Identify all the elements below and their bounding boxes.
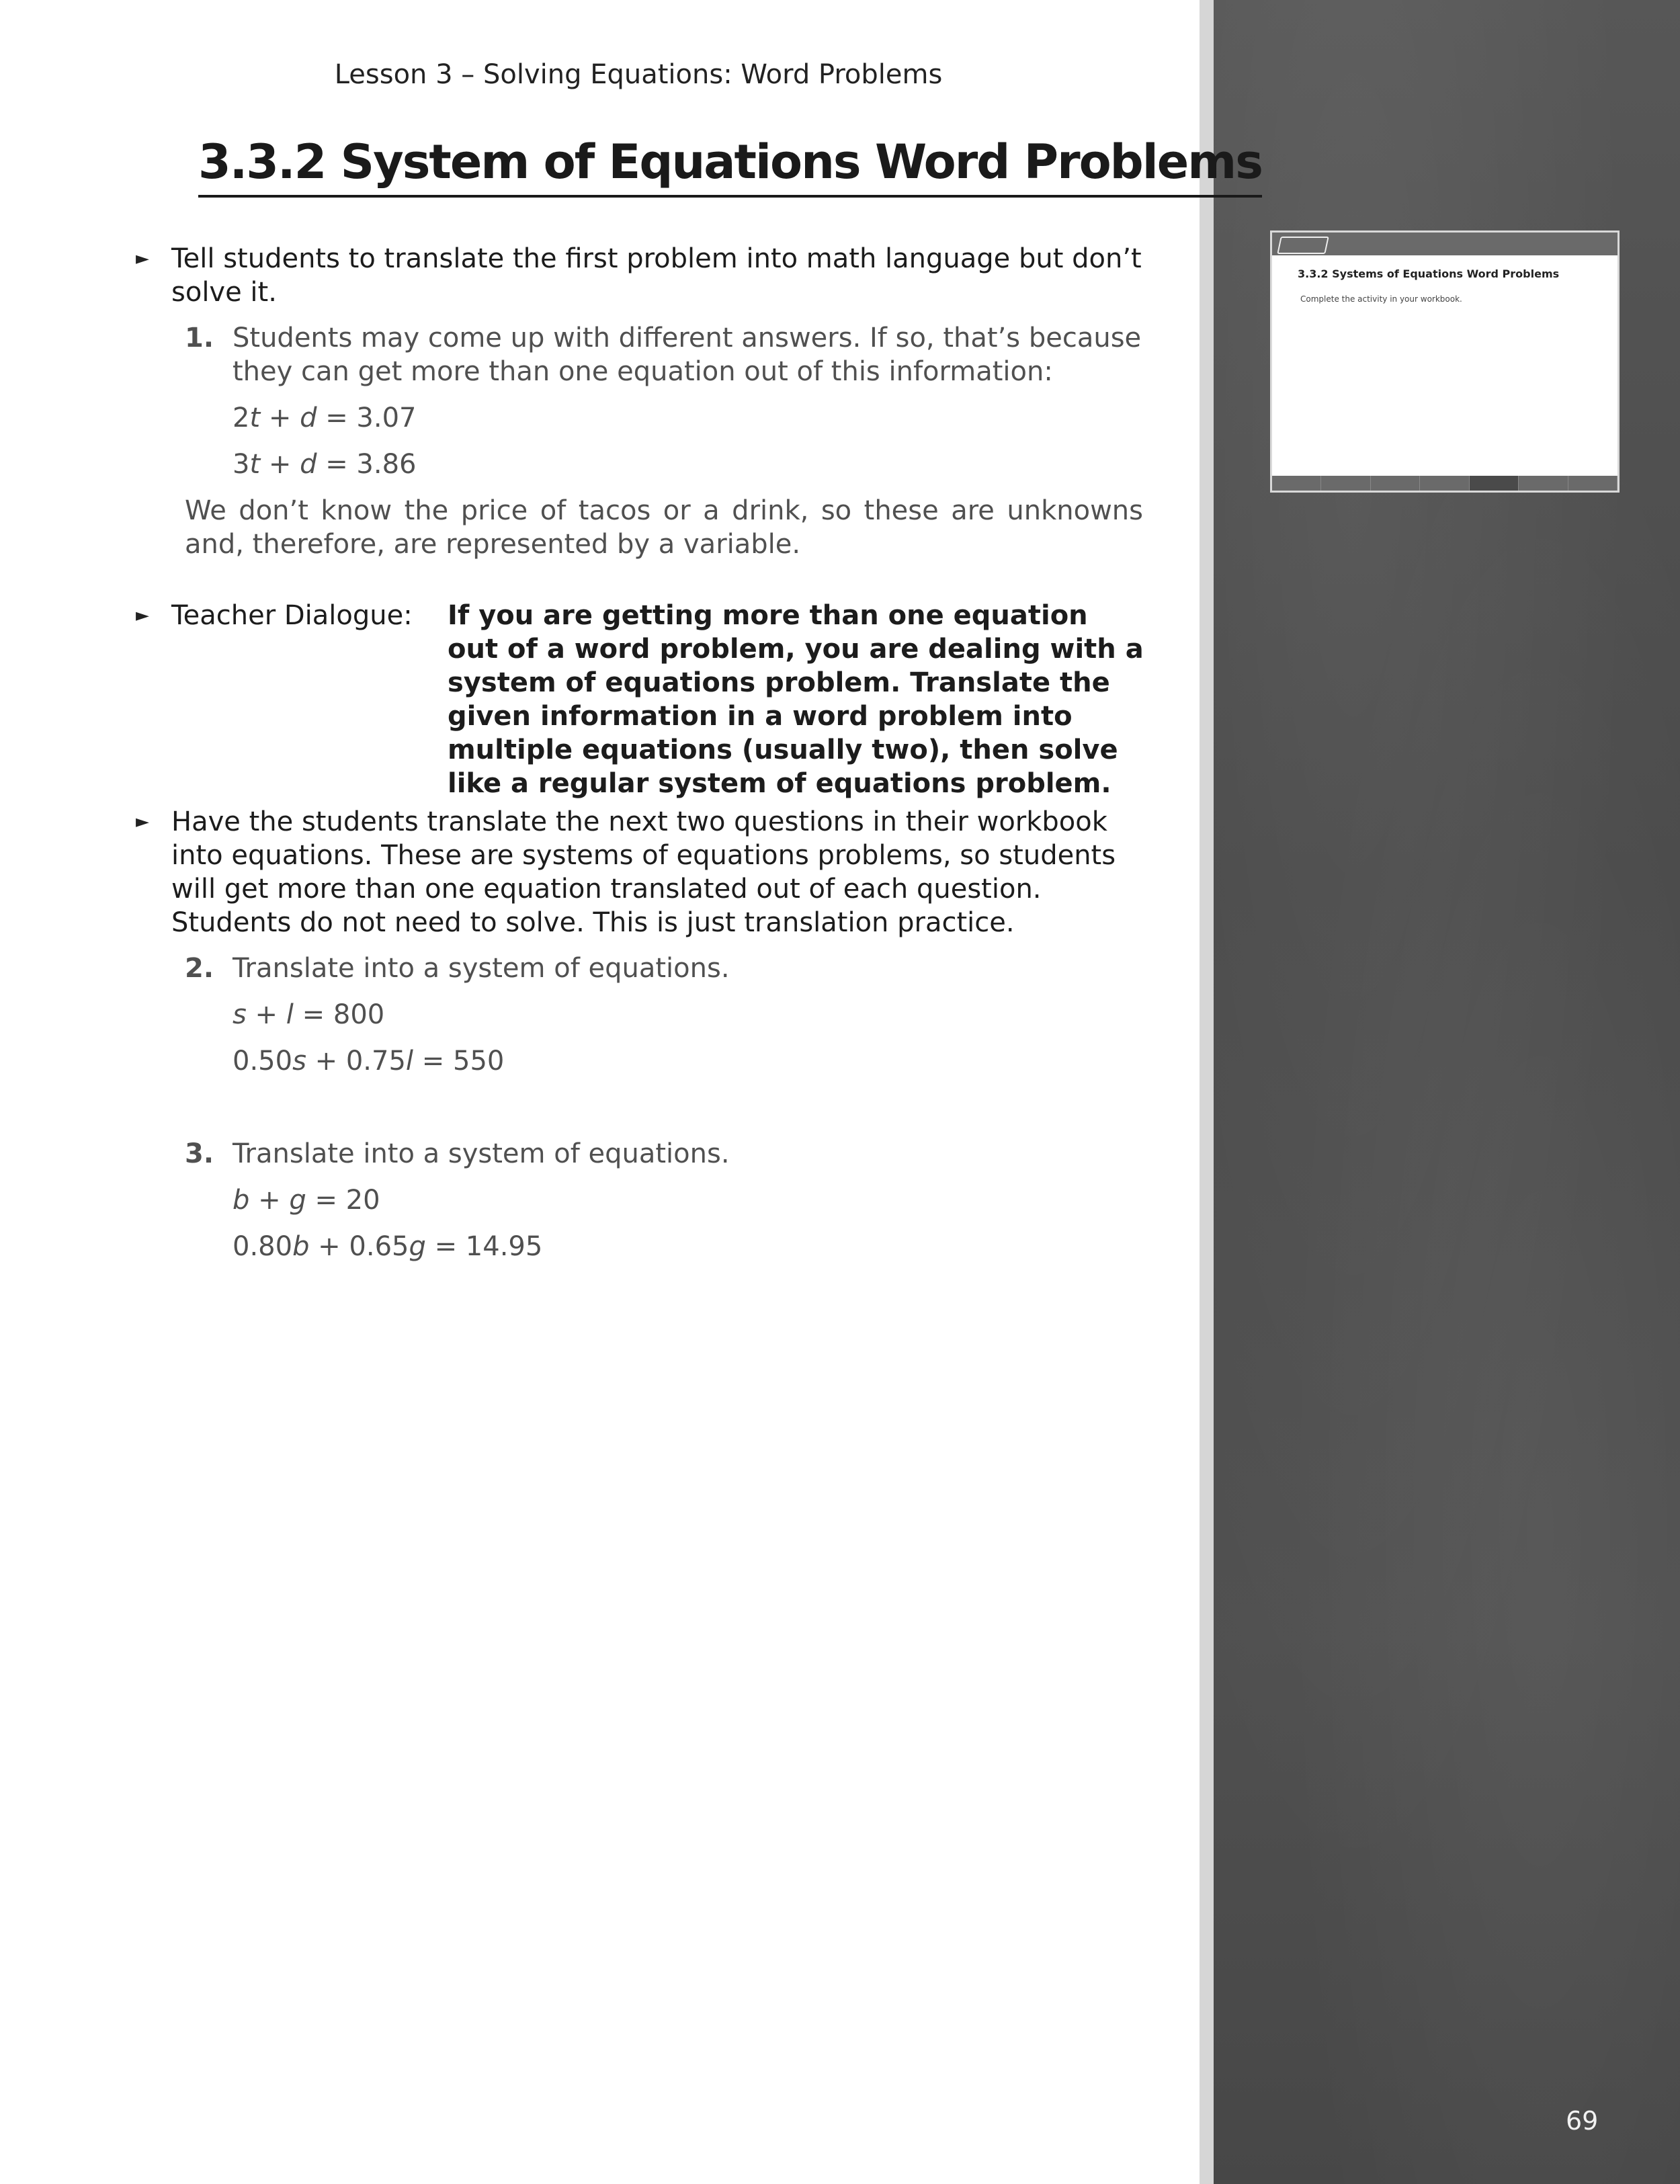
slide-subtitle: Complete the activity in your workbook. [1300,294,1462,304]
bullet-arrow-icon: ► [136,605,149,626]
lesson-header: Lesson 3 – Solving Equations: Word Problems [334,59,943,90]
equation-3b: 0.80b + 0.65g = 14.95 [233,1231,543,1262]
item-2-number: 2. [185,953,214,984]
slide-nav-segment [1568,476,1618,491]
equation-1b: 3t + d = 3.86 [233,449,417,480]
bullet-arrow-icon: ► [136,249,149,269]
item-1-text: Students may come up with different answers. If so, that’s because they can get more than one equation out of this information: [233,323,1142,387]
page-gutter [1200,0,1214,2184]
slide-title: 3.3.2 Systems of Equations Word Problems [1298,267,1560,280]
slide-header-bar [1272,233,1618,255]
bullet-arrow-icon: ► [136,812,149,832]
slide-nav-segment [1371,476,1420,491]
slide-nav-bar [1272,476,1618,491]
item-3-number: 3. [185,1138,214,1169]
item-3-text: Translate into a system of equations. [233,1138,730,1169]
equation-1a: 2t + d = 3.07 [233,403,417,433]
slide-thumbnail [1270,230,1620,493]
page-number: 69 [1566,2106,1599,2136]
teacher-dialogue-text: If you are getting more than one equation out of a word problem, you are dealing with a system of equations problem. Translate the given information in a word problem into multiple equations (usually two), then solve like a regular system of equations problem. [448,600,1144,799]
slide-nav-segment [1272,476,1321,491]
slide-logo-icon [1277,237,1329,254]
bullet-3-text: Have the students translate the next two questions in their workbook into equations. These are systems of equations problems, so students will get more than one equation translated out of each question. Students do not need to solve. This is just translation practice. [171,806,1116,938]
slide-nav-segment [1470,476,1519,491]
bullet-1-text: Tell students to translate the first problem into math language but don’t solve it. [171,243,1142,308]
equation-2a: s + l = 800 [233,999,385,1030]
equation-2b: 0.50s + 0.75l = 550 [233,1046,505,1077]
slide-nav-segment [1519,476,1568,491]
page-title: 3.3.2 System of Equations Word Problems [198,134,1262,198]
teacher-dialogue-label: Teacher Dialogue: [171,600,413,631]
slide-nav-segment [1420,476,1469,491]
title-block [198,134,1262,198]
item-1-note: We don’t know the price of tacos or a drink, so these are unknowns and, therefore, are represented by a variable. [185,495,1143,560]
item-2-text: Translate into a system of equations. [233,953,730,984]
slide-nav-segment [1321,476,1370,491]
equation-3a: b + g = 20 [233,1185,380,1216]
item-1-number: 1. [185,323,214,353]
